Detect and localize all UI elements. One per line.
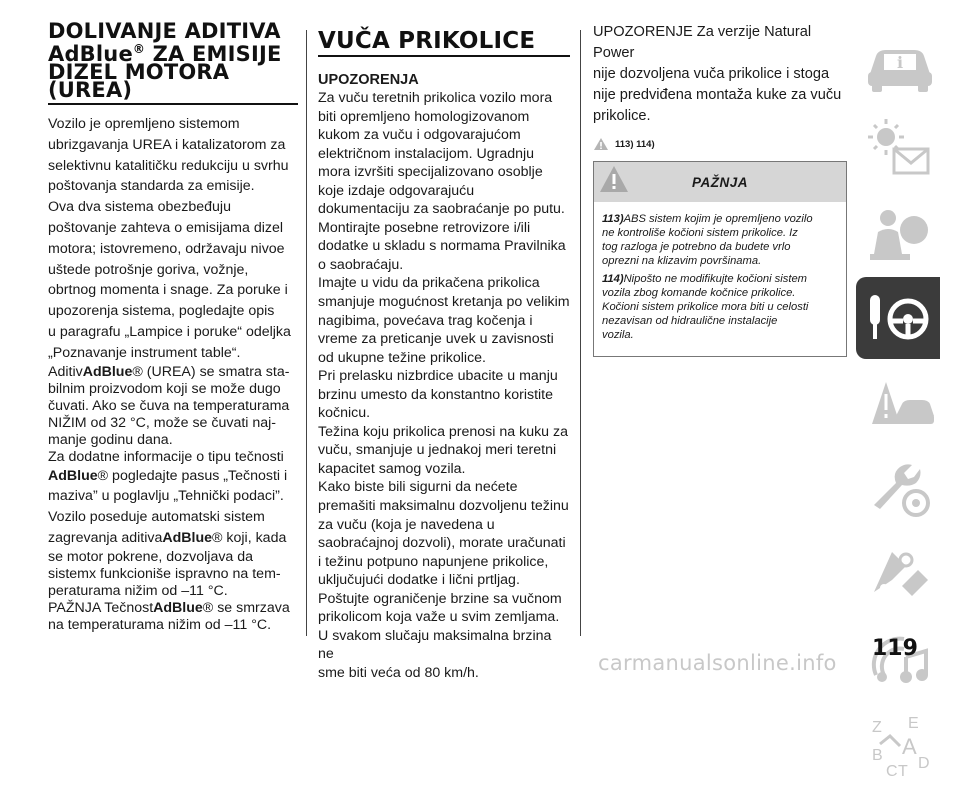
text-line: dodatke u skladu s normama Pravilnika <box>318 238 566 255</box>
watermark: carmanualsonline.info <box>598 651 837 675</box>
text-line: smanjuje mogućnost kretanja po velikim <box>318 294 570 311</box>
svg-text:i: i <box>896 53 904 72</box>
text-line: Ova dva sistema obezbeđuju <box>48 199 231 216</box>
text-span: tog razloga je potrebno da budete vrlo <box>602 241 791 253</box>
text-line <box>48 600 298 617</box>
text-line: nagibima, povećava trag kočenja i <box>318 312 533 329</box>
index-letter: D <box>918 755 930 772</box>
text-line: U svakom slučaju maksimalna brzina ne <box>318 627 552 663</box>
text-line: prikolice. <box>593 108 651 124</box>
technical-data-icon <box>856 532 940 614</box>
registered-mark: ® <box>132 42 146 56</box>
text-line: električnom instalacijom. Ugradnju <box>318 145 535 162</box>
text-line: prikolicom koja važe u svim zemljama. <box>318 609 560 626</box>
text-line: motora; istovremeno, održavaju nivoe <box>48 240 285 257</box>
text-line: sme biti veća od 80 km/h. <box>318 664 479 681</box>
warning-box-body <box>594 202 846 356</box>
warning-title: PAŽNJA <box>691 174 748 190</box>
text-line: poštovanje zahteva o emisijama dizel <box>48 219 284 236</box>
warning-number: 114) <box>602 273 624 285</box>
warning-emergency-icon <box>856 362 940 444</box>
car-info-icon <box>856 22 940 104</box>
heading-line: ZA EMISIJE <box>145 42 282 66</box>
warning-item-114 <box>602 272 838 342</box>
text-line <box>48 528 298 549</box>
text-span: ® koji, kada <box>212 529 287 546</box>
text-line: kapacitet samog vozila. <box>318 460 466 477</box>
text-line <box>48 364 298 381</box>
index-letter: E <box>908 715 919 732</box>
text-line: Vozilo poseduje automatski sistem <box>48 509 265 526</box>
text-line: UPOZORENJE Za verzije Natural Power <box>593 24 812 61</box>
index-icon <box>856 702 940 784</box>
tab-safety[interactable] <box>856 192 940 274</box>
text-line: vreme za preticanje uvek u zavisnosti <box>318 331 554 348</box>
text-line: poštovanja standarda za emisije. <box>48 178 255 195</box>
text-line: brzinu umesto da konstantno koristite <box>318 386 554 403</box>
text-line: peraturama nižim od –11 °C. <box>48 582 228 599</box>
chapter-sidebar <box>856 22 940 787</box>
warnings-subheading: UPOZORENJA <box>318 72 419 88</box>
text-line: dokumentaciju za saobraćanje po putu. <box>318 201 565 218</box>
text-span: ® se smrzava <box>202 599 290 616</box>
text-span: ® (UREA) se smatra sta- <box>132 363 290 380</box>
warning-box <box>593 161 847 357</box>
text-line: Za vuču teretnih prikolica vozilo mora <box>318 90 553 106</box>
text-line: se motor pokrene, dozvoljava da <box>48 548 254 565</box>
text-line: od ukupne težine prikolice. <box>318 349 486 366</box>
adblue-term: AdBlue <box>82 363 133 380</box>
text-line: ubrizgavanja UREA i katalizatorom za <box>48 136 286 153</box>
text-line: čuvati. Ako se čuva na temperaturama <box>48 397 290 414</box>
lights-messages-icon <box>856 107 940 189</box>
adblue-body <box>48 114 298 364</box>
text-span: PAŽNJA Tečnost <box>48 599 154 616</box>
adblue-heating-paragraph <box>48 549 298 634</box>
natural-power-note <box>593 22 845 127</box>
text-line: bilnim proizvodom koji se može dugo <box>48 380 281 397</box>
text-line: za vuču (koja je navedena u <box>318 516 495 533</box>
warning-item-113 <box>602 212 838 268</box>
text-line: uštede potrošnje goriva, vožnje, <box>48 261 249 278</box>
adblue-storage-paragraph <box>48 364 298 466</box>
text-line: mora izvršiti specijalizovano osoblje <box>318 164 543 181</box>
warning-triangle-icon <box>598 164 630 194</box>
text-span: oprezni na klizavim površinama. <box>602 255 762 267</box>
text-line: u paragrafu „Lampice i poruke“ odeljka <box>48 323 291 340</box>
text-span: vozila. <box>602 329 634 341</box>
text-line: kočnicu. <box>318 405 371 422</box>
text-line: Težina koju prikolica prenosi na kuku za <box>318 423 568 440</box>
text-line: Poštujte ograničenje brzine sa vučnom <box>318 590 562 607</box>
text-line <box>48 466 298 487</box>
index-letter: T <box>898 763 908 780</box>
adblue-info-paragraph <box>48 466 298 549</box>
text-line: saobraćajnoj dozvoli), morate uračunati <box>318 535 566 552</box>
text-line: vuču, smanjuje u jednakoj meri teretni <box>318 442 557 459</box>
text-line: Za dodatne informacije o tipu tečnosti <box>48 448 284 465</box>
text-line: „Poznavanje instrument table“. <box>48 344 241 361</box>
section-adblue <box>48 19 298 634</box>
text-line: NIŽIM od 32 °C, može se čuvati naj- <box>48 414 277 431</box>
text-line: na temperaturama nižim od –11 °C. <box>48 616 272 633</box>
text-span: vozila zbog komande kočnice prikolice. <box>602 287 796 299</box>
tab-emergency[interactable] <box>856 362 940 444</box>
index-letter: A <box>902 734 917 759</box>
text-span: Aditiv <box>48 363 83 380</box>
text-span: Kočioni sistem prikolice mora biti u celosti <box>602 301 809 313</box>
text-line: Vozilo je opremljeno sistemom <box>48 116 240 132</box>
heading-line: AdBlue <box>48 42 133 66</box>
text-line: uključujući dodatke i lični prtljag. <box>318 572 520 589</box>
warning-references <box>593 137 845 151</box>
heading-line: DOLIVANJE ADITIVA <box>48 19 281 43</box>
index-letter: Z <box>872 719 882 736</box>
text-line: i težinu potpuno napunjene prikolice, <box>318 553 549 570</box>
adblue-term: AdBlue <box>48 467 98 484</box>
text-line: upozorenja sistema, pogledajte opis <box>48 303 275 320</box>
tab-car-info[interactable] <box>856 22 940 104</box>
text-line: kukom za vuču i odgovarajućom <box>318 127 521 144</box>
text-span: Nipošto ne modifikujte kočioni sistem <box>623 273 807 285</box>
text-line: manje godinu dana. <box>48 431 173 448</box>
page-number: 119 <box>872 636 918 661</box>
text-line: premašiti maksimalnu dozvoljenu težinu <box>318 498 569 515</box>
adblue-term: AdBlue <box>162 529 213 546</box>
column-divider <box>580 30 581 636</box>
starting-driving-icon <box>856 277 940 359</box>
tab-index[interactable] <box>856 702 940 784</box>
index-letter: C <box>886 763 898 780</box>
text-line: obrtnog momenta i snage. Za poruke i <box>48 282 288 299</box>
text-line: Kako biste bili sigurni da nećete <box>318 479 518 496</box>
text-line: Imajte u vidu da prikačena prikolica <box>318 275 540 292</box>
section-trailer-towing <box>318 22 570 683</box>
text-span: ® pogledajte pasus „Tečnosti i <box>97 467 288 484</box>
heading-line: (UREA) <box>48 78 133 102</box>
warning-triangle-icon <box>593 137 609 151</box>
text-line: selektivnu katalitičku redukciju u svrhu <box>48 157 289 174</box>
text-span: nezavisan od hidraulične instalacije <box>602 315 778 327</box>
text-span: ne kontroliše kočioni sistem prikolice. Iz <box>602 227 798 239</box>
towing-body <box>318 89 570 683</box>
reference-numbers: 113) 114) <box>615 138 655 150</box>
index-letter: B <box>872 747 883 764</box>
text-line: biti opremljeno homologizovanom <box>318 108 530 125</box>
heading-line: DIZEL MOTORA <box>48 60 230 84</box>
adblue-term: AdBlue <box>153 599 203 616</box>
text-line: Pri prelasku nizbrdice ubacite u manju <box>318 368 558 385</box>
column-divider <box>306 30 307 636</box>
text-span: zagrevanja aditiva <box>48 529 163 546</box>
text-line: nije dozvoljena vuča prikolice i stoga <box>593 66 830 82</box>
section-heading-towing: VUČA PRIKOLICE <box>318 30 570 57</box>
section-heading-adblue <box>48 19 298 105</box>
text-line: nije predviđena montaža kuke za vuču <box>593 87 842 103</box>
safety-airbag-icon <box>856 192 940 274</box>
text-line: o saobraćaju. <box>318 256 404 273</box>
tab-technical-data[interactable] <box>856 532 940 614</box>
text-line: maziva” u poglavlju „Tehnički podaci”. <box>48 488 284 505</box>
maintenance-icon <box>856 447 940 529</box>
text-span: ABS sistem kojim je opremljeno vozilo <box>623 213 813 225</box>
tab-maintenance[interactable] <box>856 447 940 529</box>
tab-starting-driving[interactable] <box>856 277 940 359</box>
warning-number: 113) <box>602 213 624 225</box>
text-line: Montirajte posebne retrovizore i/ili <box>318 219 531 236</box>
text-line: sistemx funkcioniše ispravno na tem- <box>48 565 281 582</box>
warning-box-header <box>594 162 846 202</box>
section-natural-power <box>593 22 845 357</box>
text-line: koje izdaje odgovarajuću <box>318 182 475 199</box>
tab-lights-messages[interactable] <box>856 107 940 189</box>
